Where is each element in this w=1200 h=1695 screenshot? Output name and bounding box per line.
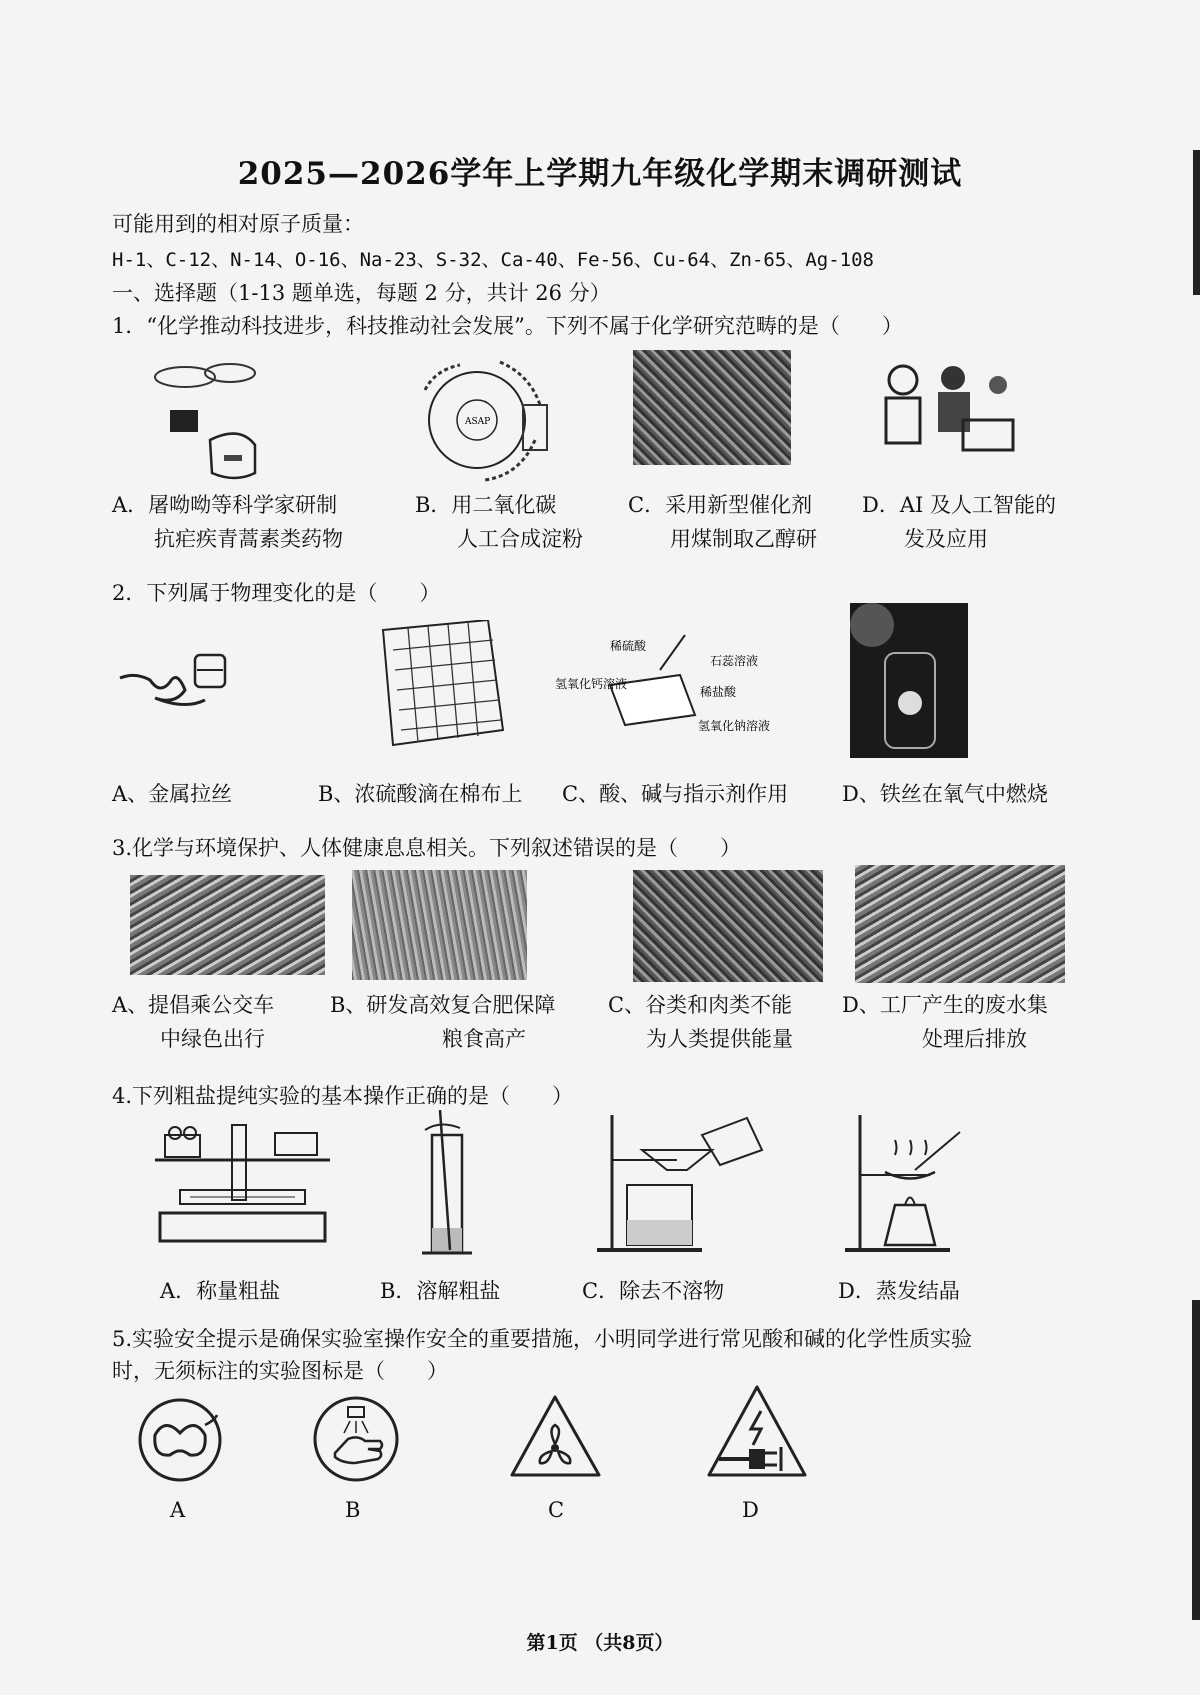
q3-option-c-line1: C、谷类和肉类不能 (608, 993, 793, 1017)
question-5-stem-line1: 5.实验安全提示是确保实验室操作安全的重要措施，小明同学进行常见酸和碱的化学性质实验 (112, 1327, 973, 1351)
label-naoh: 氢氧化钠溶液 (698, 719, 771, 733)
electric-plug-icon (705, 1383, 810, 1483)
q4-figure-d-evaporate (840, 1110, 980, 1260)
q3-figure-b-fertilizer (352, 870, 527, 980)
q3-option-c-line2: 为人类提供能量 (646, 1027, 793, 1051)
q2-figure-b-cloth (378, 620, 508, 750)
hand-wash-icon (310, 1393, 402, 1485)
q1-option-a-line2: 抗疟疾青蒿素类药物 (154, 527, 343, 551)
q4-option-c: C．除去不溶物 (582, 1279, 725, 1303)
q1-option-b-line1: B．用二氧化碳 (415, 493, 557, 517)
q3-option-d-line1: D、工厂产生的废水集 (842, 993, 1048, 1017)
q5-icon-label-c: C (548, 1498, 565, 1522)
q2-option-d: D、铁丝在氧气中燃烧 (842, 782, 1048, 806)
label-litmus: 石蕊溶液 (710, 654, 759, 668)
q2-figure-c-indicator (550, 630, 790, 745)
q1-option-d-line1: D．AI 及人工智能的 (862, 493, 1056, 517)
page-footer: 第1页 （共8页） (526, 1632, 674, 1654)
goggles-icon (135, 1395, 225, 1485)
q2-option-c: C、酸、碱与指示剂作用 (562, 782, 789, 806)
question-5-stem-line2: 时，无须标注的实验图标是（ ） (112, 1359, 448, 1383)
exam-title: 2025—2026学年上学期九年级化学期末调研测试 (237, 156, 963, 192)
q1-option-a-line1: A．屠呦呦等科学家研制 (112, 493, 338, 517)
atomic-mass-list: H-1、C-12、N-14、O-16、Na-23、S-32、Ca-40、Fe-56、Cu-64、Zn-65、Ag-108 (112, 249, 874, 271)
question-3-stem: 3.化学与环境保护、人体健康息息相关。下列叙述错误的是（ ） (112, 836, 742, 860)
label-caoh2: 氢氧化钙溶液 (555, 677, 628, 691)
q3-option-d-line2: 处理后排放 (922, 1027, 1027, 1051)
q1-figure-a-medicine (140, 355, 270, 485)
q4-figure-a-balance (150, 1115, 335, 1250)
q5-icon-label-a: A (170, 1498, 186, 1522)
q2-figure-d-iron-burning (850, 603, 968, 758)
scan-edge-bottom (1192, 1300, 1200, 1620)
q1-figure-d-ai (868, 350, 1018, 470)
q3-option-b-line2: 粮食高产 (442, 1027, 526, 1051)
q4-option-b: B．溶解粗盐 (380, 1279, 501, 1303)
q3-option-c (608, 988, 793, 1056)
label-dilute-hcl: 稀盐酸 (700, 685, 737, 699)
q1-option-a (112, 488, 343, 556)
q4-option-a: A．称量粗盐 (160, 1279, 281, 1303)
label-dilute-sulfuric: 稀硫酸 (610, 639, 647, 653)
svg-text:ASAP: ASAP (465, 417, 491, 427)
q3-figure-c-grain-meat (633, 870, 823, 982)
q1-option-b-line2: 人工合成淀粉 (457, 527, 583, 551)
q3-figure-a-bus (130, 875, 325, 975)
question-1-stem: 1．“化学推动科技进步，科技推动社会发展”。下列不属于化学研究范畴的是（ ） (112, 314, 903, 338)
q5-icon-label-b: B (345, 1498, 361, 1522)
q3-option-a-line1: A、提倡乘公交车 (112, 993, 275, 1017)
q3-option-b (330, 988, 555, 1056)
q4-figure-c-filter (592, 1110, 767, 1260)
section-heading: 一、选择题（1-13 题单选，每题 2 分，共计 26 分） (112, 281, 611, 305)
question-4-stem: 4.下列粗盐提纯实验的基本操作正确的是（ ） (112, 1084, 574, 1108)
q4-option-d: D．蒸发结晶 (838, 1279, 960, 1303)
q3-option-a (112, 988, 274, 1056)
q1-option-b (415, 488, 583, 556)
q3-option-b-line1: B、研发高效复合肥保障 (330, 993, 556, 1017)
q5-icon-label-d: D (742, 1498, 759, 1522)
q1-figure-c-catalyst (633, 350, 791, 465)
q1-figure-b-starch (405, 350, 555, 490)
q3-option-a-line2: 中绿色出行 (160, 1027, 265, 1051)
q3-option-d (842, 988, 1048, 1056)
q1-option-c-line1: C．采用新型催化剂 (628, 493, 813, 517)
fan-ventilation-icon (508, 1393, 603, 1481)
q4-figure-b-dissolve (420, 1110, 480, 1260)
q1-option-c (628, 488, 817, 556)
question-2-stem: 2．下列属于物理变化的是（ ） (112, 581, 441, 605)
q1-option-d-line2: 发及应用 (904, 527, 988, 551)
q3-figure-d-wastewater (855, 865, 1065, 983)
atomic-mass-label: 可能用到的相对原子质量： (112, 212, 364, 236)
q1-option-c-line2: 用煤制取乙醇研 (670, 527, 817, 551)
q2-option-b: B、浓硫酸滴在棉布上 (318, 782, 523, 806)
q1-option-d (862, 488, 1056, 556)
q2-option-a: A、金属拉丝 (112, 782, 233, 806)
q2-figure-a-wire (115, 650, 235, 720)
